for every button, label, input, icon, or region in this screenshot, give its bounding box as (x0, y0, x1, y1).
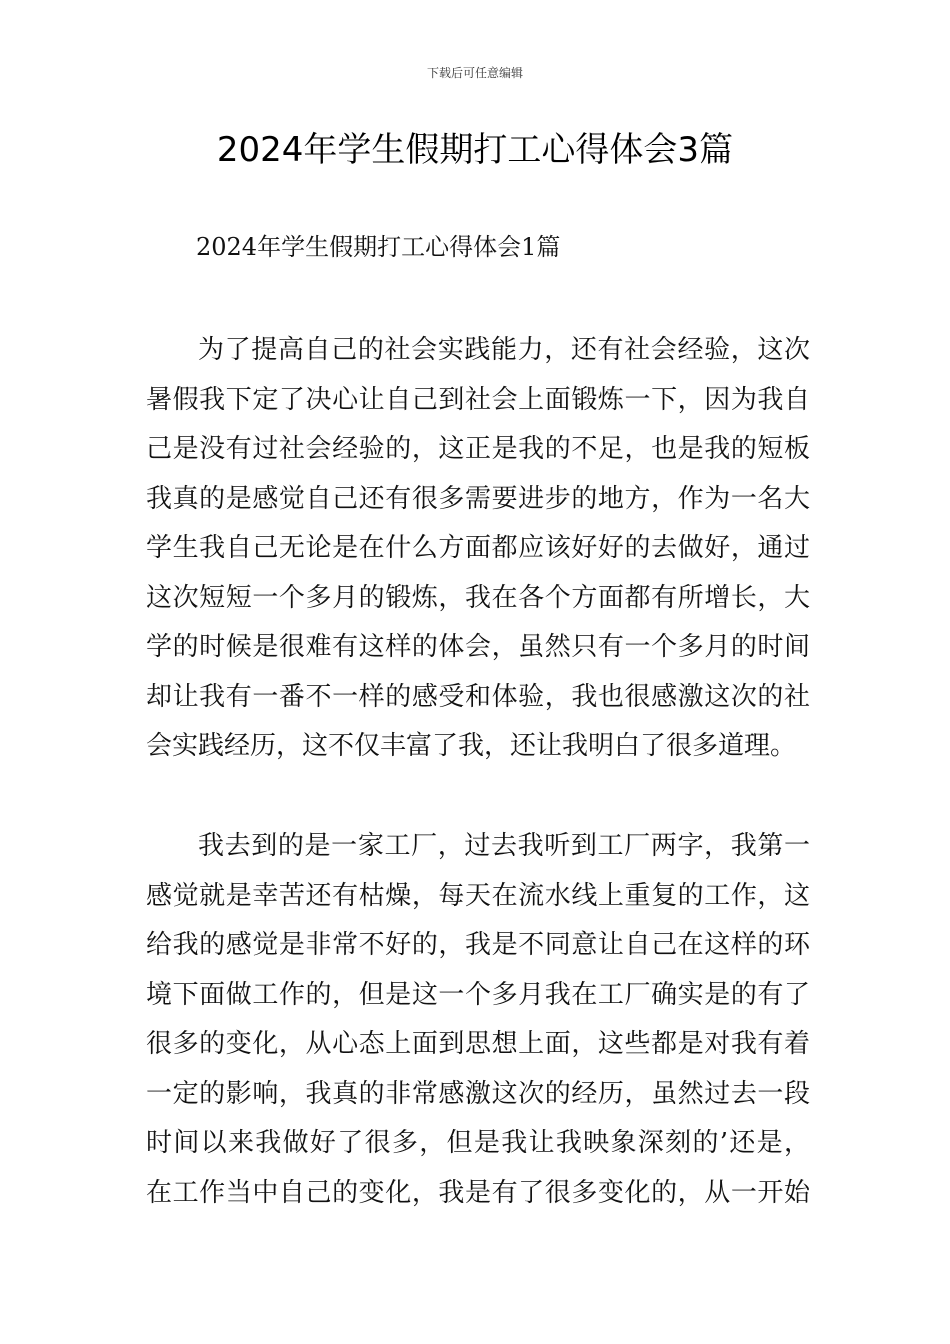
section-heading: 2024年学生假期打工心得体会1篇 (196, 233, 561, 261)
paragraph-line: 我去到的是一家工厂，过去我听到工厂两字，我第一 (198, 831, 810, 861)
paragraph-line: 一定的影响，我真的非常感激这次的经历，虽然过去一段 (146, 1078, 810, 1109)
document-title: 2024年学生假期打工心得体会3篇 (216, 130, 734, 170)
paragraph-line: 境下面做工作的，但是这一个多月我在工厂确实是的有了 (146, 979, 810, 1010)
paragraph-2 (146, 822, 810, 1218)
paragraph-1 (146, 326, 810, 772)
paragraph-line: 我真的是感觉自己还有很多需要进步的地方，作为一名大 (146, 483, 810, 514)
paragraph-line: 会实践经历，这不仅丰富了我，还让我明白了很多道理。 (146, 731, 797, 761)
paragraph-line: 时间以来我做好了很多，但是我让我映象深刻的’还是， (146, 1128, 810, 1158)
paragraph-line: 暑假我下定了决心让自己到社会上面锻炼一下，因为我自 (146, 384, 810, 415)
paragraph-line: 为了提高自己的社会实践能力，还有社会经验，这次 (198, 335, 810, 365)
paragraph-line: 这次短短一个多月的锻炼，我在各个方面都有所增长，大 (146, 582, 810, 613)
paragraph-line: 却让我有一番不一样的感受和体验，我也很感激这次的社 (146, 681, 810, 712)
header-note: 下载后可任意编辑 (426, 66, 523, 80)
paragraph-line: 己是没有过社会经验的，这正是我的不足，也是我的短板 (146, 434, 810, 464)
paragraph-line: 学生我自己无论是在什么方面都应该好好的去做好，通过 (146, 533, 810, 563)
paragraph-line: 感觉就是幸苦还有枯燥，每天在流水线上重复的工作，这 (146, 880, 810, 911)
paragraph-line: 给我的感觉是非常不好的，我是不同意让自己在这样的环 (146, 930, 810, 960)
paragraph-line: 在工作当中自己的变化，我是有了很多变化的，从一开始 (146, 1177, 810, 1208)
paragraph-line: 学的时候是很难有这样的体会，虽然只有一个多月的时间 (146, 632, 810, 662)
paragraph-line: 很多的变化，从心态上面到思想上面，这些都是对我有着 (146, 1029, 810, 1059)
